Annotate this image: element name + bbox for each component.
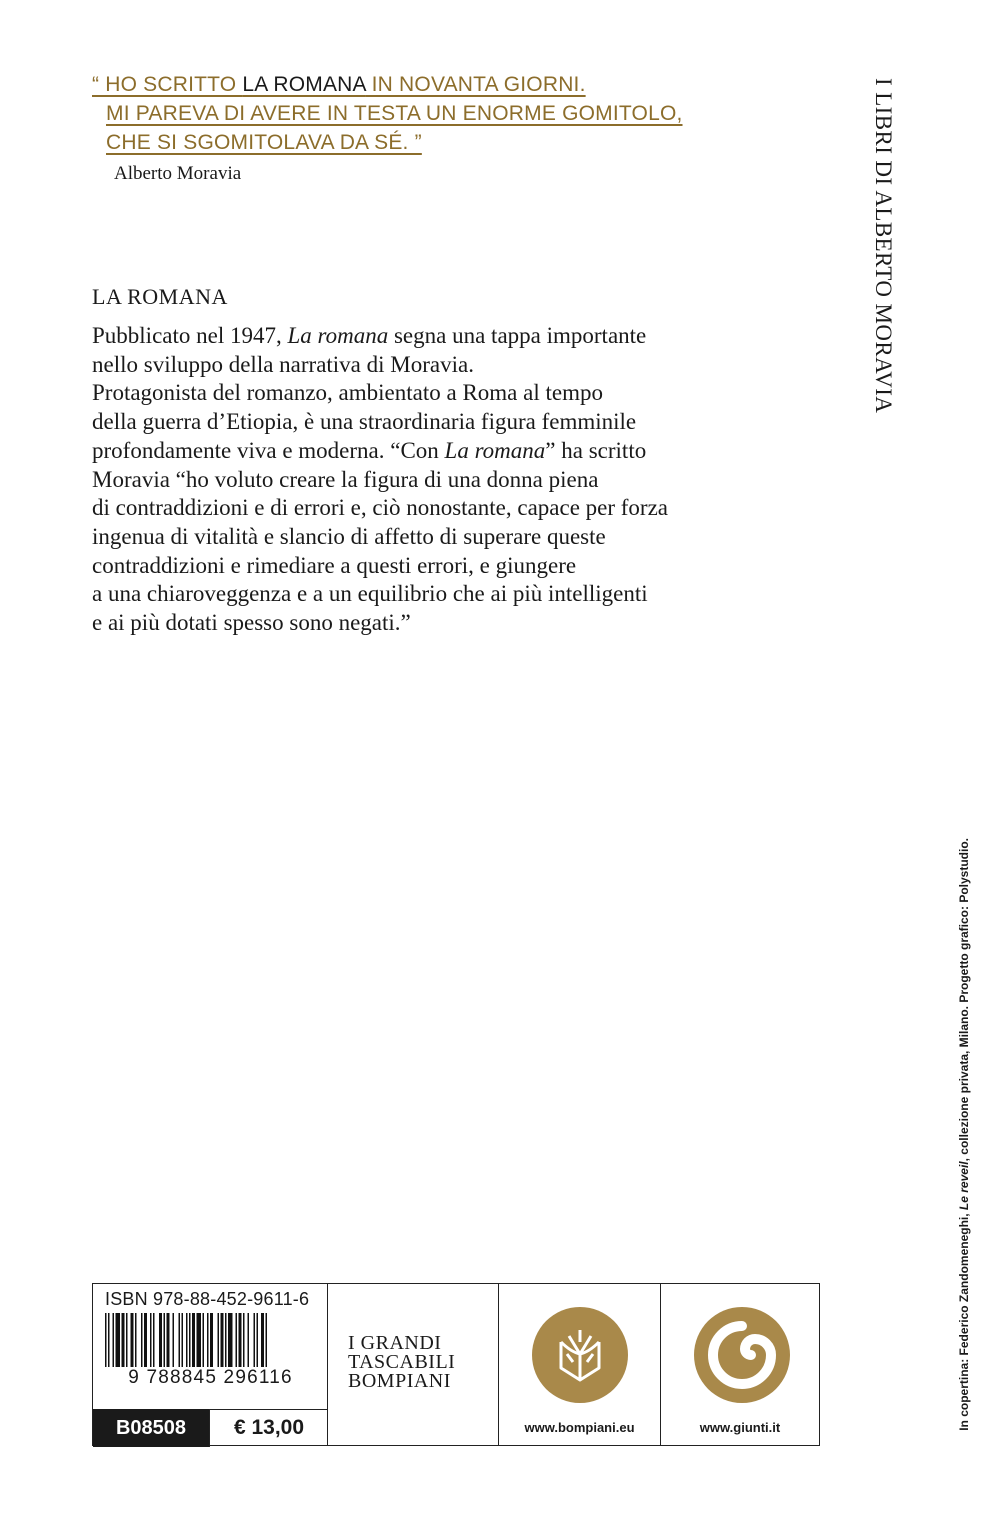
- blurb-line: della guerra d’Etiopia, è una straordinaria figura femminile: [92, 409, 637, 435]
- blurb-line: Pubblicato nel 1947, La romana segna una tappa importante: [92, 323, 647, 348]
- blurb-line: a una chiaroveggenza e a un equilibrio che ai più intelligenti: [92, 581, 648, 607]
- book-blurb: [92, 322, 812, 638]
- blurb-line: profondamente viva e moderna. “Con La romana” ha scritto: [92, 437, 647, 463]
- quote-author: Alberto Moravia: [114, 163, 242, 184]
- series-logo-line: I GRANDI: [348, 1332, 442, 1354]
- tulip-book-logo-icon: [531, 1306, 629, 1404]
- isbn-label: ISBN 978-88-452-9611-6: [105, 1289, 310, 1309]
- blurb-line: e ai più dotati spesso sono negati.”: [92, 610, 411, 636]
- spiral-logo-icon: [693, 1306, 791, 1404]
- series-logo-cell: [328, 1284, 499, 1445]
- series-logo: [348, 1334, 455, 1391]
- blurb-line: Moravia “ho voluto creare la figura di una donna piena: [92, 466, 599, 492]
- price-label: € 13,00: [209, 1409, 328, 1447]
- blurb-line: nello sviluppo della narrativa di Moravia.: [92, 351, 474, 377]
- quote-line-3: CHE SI SGOMITOLAVA DA SÉ. ”: [106, 131, 422, 154]
- quote-line-1: “ HO SCRITTO LA ROMANA IN NOVANTA GIORNI.: [92, 73, 586, 96]
- blurb-line: di contraddizioni e di errori e, ciò nonostante, capace per forza: [92, 495, 669, 521]
- book-title: LA ROMANA: [92, 284, 228, 309]
- barcode-panel: [92, 1283, 820, 1446]
- giunti-website[interactable]: www.giunti.it: [699, 1420, 781, 1435]
- bompiani-cell: [499, 1284, 661, 1445]
- barcode-icon: [105, 1313, 316, 1367]
- barcode-cell: [93, 1284, 328, 1445]
- giunti-cell: [661, 1284, 819, 1445]
- blurb-line: Protagonista del romanzo, ambientato a Roma al tempo: [92, 380, 603, 406]
- barcode-digits: 9 788845 296116: [128, 1367, 293, 1388]
- series-logo-line: TASCABILI: [348, 1351, 456, 1373]
- bompiani-website[interactable]: www.bompiani.eu: [524, 1420, 635, 1435]
- quote-line-2: MI PAREVA DI AVERE IN TESTA UN ENORME GOMITOLO,: [106, 102, 683, 125]
- product-code-badge: B08508: [93, 1409, 209, 1447]
- series-logo-line: BOMPIANI: [348, 1370, 451, 1392]
- series-vertical-title: I LIBRI DI ALBERTO MORAVIA: [871, 78, 896, 414]
- cover-credits: In copertina: Federico Zandomeneghi, Le reveil, collezione privata, Milano. Progetto grafico: Polystudio.: [957, 838, 971, 1431]
- cover-quote: [92, 70, 683, 157]
- blurb-line: contraddizioni e rimediare a questi errori, e giungere: [92, 552, 577, 578]
- blurb-line: ingenua di vitalità e slancio di affetto di superare queste: [92, 523, 606, 549]
